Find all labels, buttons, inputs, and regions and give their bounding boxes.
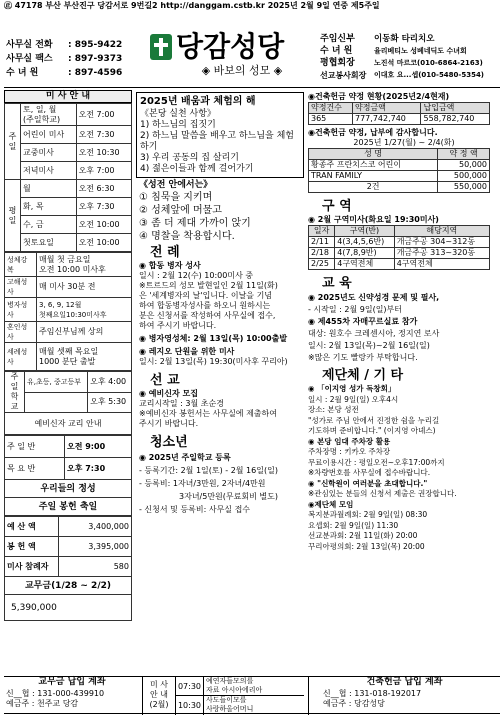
youth-line: ◉ 2025년 주일학교 등록 xyxy=(139,453,231,462)
devotion-item: ① 침묵을 지키며 xyxy=(139,192,213,203)
district-header: 일자 xyxy=(309,226,335,237)
district-title: 구 역 xyxy=(322,199,352,214)
page-title: 당감성당 xyxy=(176,30,285,63)
school-table xyxy=(4,371,132,413)
mission-line: 교리시작일 : 3월 초순경 xyxy=(139,399,224,408)
table-row xyxy=(5,322,132,343)
mass-name: 어린이 미사 xyxy=(21,126,77,144)
thanks-header: 성 명 xyxy=(309,149,438,160)
contact-value: : 897-9373 xyxy=(68,54,123,64)
center-column xyxy=(136,92,304,672)
mass-info-column xyxy=(4,90,132,672)
district-cell: 4구역전체 xyxy=(394,259,489,270)
district-cell: 2/25 xyxy=(309,259,335,270)
table-row xyxy=(5,537,132,557)
fund-table xyxy=(308,102,490,125)
table-row xyxy=(5,126,132,144)
table-row xyxy=(5,372,132,393)
liturgy-line: 하여 합동병자성사를 하오니 원하시는 xyxy=(139,301,271,310)
table-row xyxy=(5,517,132,537)
district-cell: 2/11 xyxy=(309,237,335,248)
fund-value: 777,742,740 xyxy=(353,114,421,125)
table-row xyxy=(5,557,132,577)
table-row xyxy=(5,180,132,198)
mass-guide-table xyxy=(176,677,304,715)
groups-line: "성가로 주님 안에서 진정한 쉼을 누리길 xyxy=(308,415,440,425)
youth-content xyxy=(136,451,304,516)
contact-row xyxy=(6,54,146,68)
table-row xyxy=(309,237,490,248)
mass-time: 오전 10:00 xyxy=(76,216,131,234)
district-cell: 2/18 xyxy=(309,248,335,259)
table-row xyxy=(309,103,490,114)
collection-name: 미사 참례자 xyxy=(5,557,59,577)
youth-line: - 등록기간: 2월 1일(토) - 2월 16일(일) xyxy=(139,466,278,475)
practice-item: 2) 하느님 말씀을 배우고 하느님을 체험하기 xyxy=(140,131,294,152)
groups-line: 선교분과회: 2월 11일(화) 20:00 xyxy=(308,531,418,540)
district-header: 해당지역 xyxy=(394,226,489,237)
mass-name: 토, 일, 월 (주일학교) xyxy=(21,104,77,126)
practice-item: 1) 하느님의 집짓기 xyxy=(140,120,216,130)
mass-name: 교중미사 xyxy=(21,144,77,162)
collection-header: 우리들의 정성 xyxy=(4,480,132,498)
table-row xyxy=(5,436,132,458)
groups-line: ◉ "신학원이 여러분을 초대합니다." xyxy=(308,478,428,488)
groups-line: 복지분과월례회: 2월 9일(일) 08:30 xyxy=(308,510,428,519)
district-cell: 4구역전체 xyxy=(335,259,394,270)
table-row xyxy=(309,182,490,193)
table-row xyxy=(176,677,304,696)
fund-header: 약정건수 xyxy=(309,103,353,114)
header-bar: ㊣ 47178 부산 부산진구 당감서로 9번길2 http://danggam.cstb.kr 2025년 2월 9일 연중 제5주일 xyxy=(4,1,500,12)
devotion-item: ② 성체앞에 머물고 xyxy=(139,205,222,216)
groups-line: 요셉회: 2월 9일(일) 11:30 xyxy=(308,520,399,530)
school-label: 주일학교 xyxy=(5,372,25,413)
mission-line: ※예비신자 봉헌서는 사무실에 제출하여 xyxy=(139,409,277,418)
sacrament-time: 매월 셋째 목요일 1000 분단 출발 xyxy=(37,343,132,371)
liturgy-line: 은 '세계병자의 날'입니다. 이날을 기념 xyxy=(139,291,273,300)
district-table xyxy=(308,225,490,270)
liturgy-line: ◉ 합동 병자 성사 xyxy=(139,261,201,270)
groups-line: ◉ 본당 임대 주차장 활용 xyxy=(308,436,391,446)
contact-label: 사무실 전화 xyxy=(6,40,53,50)
mass-name: 첫토요일 xyxy=(21,234,77,252)
table-row xyxy=(309,171,490,182)
education-line: 대상: 원호수 크레센시아, 정지연 로사 xyxy=(308,329,440,338)
contact-list xyxy=(6,40,146,82)
staff-name: 이동화 타리치오 xyxy=(374,34,435,44)
collection-value: 580 xyxy=(59,557,132,577)
sacrament-time: 매 미사 30분 전 xyxy=(37,277,132,298)
liturgy-line: 하여 주시기 바랍니다. xyxy=(139,321,217,330)
staff-role: 수 녀 원 xyxy=(320,46,353,56)
groups-title: 제단체 / 기 타 xyxy=(322,368,404,383)
table-row xyxy=(309,226,490,237)
collection-name: 봉 헌 액 xyxy=(5,537,59,557)
mass-name: 수, 금 xyxy=(21,216,77,234)
fund-value: 558,782,740 xyxy=(421,114,490,125)
catechumen-table xyxy=(4,435,132,480)
mass-time: 오전 7:30 xyxy=(76,126,131,144)
education-line: ◉ 제455차 자매꾸르실료 참가 xyxy=(308,317,418,326)
mass-guide-text: 사도들이모를 사랑하올어머니 xyxy=(206,696,254,713)
school-time: 오후 4:00 xyxy=(88,372,132,393)
groups-line: ※관심있는 분들의 신청서 제출은 권장합니다. xyxy=(308,489,457,498)
staff-names xyxy=(374,34,500,82)
groups-line: 무료이용시간 : 평일오전~오후17:00까지 xyxy=(308,457,445,467)
staff-name: 이대호 요...셉(010-5480-5354) xyxy=(374,71,485,79)
youth-title: 청소년 xyxy=(150,435,188,450)
contact-row xyxy=(6,68,146,82)
table-row xyxy=(309,114,490,125)
table-row xyxy=(176,696,304,715)
page-subtitle: ◈ 바보의 성모 ◈ xyxy=(201,64,283,77)
education-line: ◉ 2025년도 신약성경 문제 및 필사, xyxy=(308,293,440,302)
collection-name: 예 산 액 xyxy=(5,517,59,537)
building-account-holder: 예금주 : 당감성당 xyxy=(323,699,385,708)
sacrament-name: 혼인성사 xyxy=(5,322,37,343)
tithe-account-title: 교무금 납입 계좌 xyxy=(38,677,106,687)
liturgy-line: ◉ 레지오 단원을 위한 미사 xyxy=(139,347,235,356)
school-name: 유,초등, 중고등부 xyxy=(25,372,88,393)
table-row xyxy=(5,104,132,126)
district-header: 구역(반) xyxy=(335,226,394,237)
mass-name: 화, 목 xyxy=(21,198,77,216)
district-cell: 개금주공 304~312동 xyxy=(394,237,489,248)
district-cell: 개금주공 313~320동 xyxy=(394,248,489,259)
thanks-value: 500,000 xyxy=(438,171,490,182)
mission-content xyxy=(136,389,304,429)
mass-guide-text: 예연자들모의를 자료 아시아에리아 xyxy=(206,677,263,694)
groups-content xyxy=(308,384,500,552)
collection-sub: 주일 봉헌 축일 xyxy=(4,498,132,516)
mission-line: ◉ 예비신자 모집 xyxy=(139,389,198,398)
catechumen-header: 예비신자 교리 안내 xyxy=(4,413,132,435)
footer xyxy=(4,676,500,714)
thanks-title: ◉건축헌금 약정, 납부에 감사합니다. xyxy=(308,128,438,137)
weekday-label: 평일 xyxy=(5,180,21,252)
table-row xyxy=(309,248,490,259)
table-row xyxy=(5,198,132,216)
youth-line: - 등록비: 1자녀/3만원, 2자녀/4만원 xyxy=(139,479,266,488)
building-fund-account xyxy=(308,677,500,715)
groups-line: ※차량번호를 사무실에 접수바랍니다. xyxy=(308,468,431,477)
staff-name: 노진석 마르코(010-6864-2163) xyxy=(374,59,483,67)
table-row xyxy=(5,162,132,180)
masthead xyxy=(4,12,500,88)
sacrament-time: 주임신부님께 상의 xyxy=(37,322,132,343)
contact-label: 사무실 팩스 xyxy=(6,54,53,64)
district-cell: 4(7,8,9반) xyxy=(335,248,394,259)
thanks-table xyxy=(308,148,490,193)
practice-item: 3) 우리 공동의 집 살리기 xyxy=(140,153,239,163)
thanks-period: 2025년 1/27(월) ~ 2/4(화) xyxy=(353,138,455,147)
tithe-account-number: 신__협 : 131-000-439910 xyxy=(6,689,105,698)
staff-role: 주임신부 xyxy=(320,34,355,44)
mass-time: 오전 10:30 xyxy=(76,144,131,162)
thanks-value: 50,000 xyxy=(438,160,490,171)
church-logo xyxy=(150,34,172,60)
catechumen-time: 오후 7:30 xyxy=(65,458,132,480)
devotion-item: ③ 좀 더 제대 가까이 앉기 xyxy=(139,218,251,229)
practice-item: 4) 젊은이들과 함께 걸어가기 xyxy=(140,164,254,174)
liturgy-line: 분은 신청서를 작성하여 사무실에 접수, xyxy=(139,311,276,320)
sunday-label: 주일 xyxy=(5,104,21,180)
year-title: 2025년 배움과 체험의 해 xyxy=(140,96,256,107)
tithe-account-holder: 예금주 : 천주교 당감 xyxy=(6,699,79,708)
groups-line: 일시 : 2월 9일(일) 오후4시 xyxy=(308,394,399,404)
school-time: 오후 5:30 xyxy=(88,392,132,413)
building-account-title: 건축헌금 납입 계좌 xyxy=(366,677,443,687)
thanks-name: 황종주 프란치스코 어린이 xyxy=(309,160,438,171)
sacrament-name: 세례성사 xyxy=(5,343,37,371)
groups-line: 장소: 본당 성전 xyxy=(308,405,359,414)
fund-value: 365 xyxy=(309,114,353,125)
mass-guide-time: 07:30 xyxy=(176,677,204,695)
period-value: 5,390,000 xyxy=(4,595,132,621)
liturgy-line: 일시: 2월 13일(목) 19:30(미사후 꾸리아) xyxy=(139,357,288,366)
groups-line: 주차장명 : 키카오 주차장 xyxy=(308,447,391,456)
catechumen-time: 오전 9:00 xyxy=(65,436,132,458)
right-column xyxy=(308,92,500,674)
mass-time: 오후 7:00 xyxy=(76,162,131,180)
practice-title: 《본당 실천 사항》 xyxy=(140,109,216,119)
education-line: ※많은 기도 빨랑카 부탁합니다. xyxy=(308,353,418,362)
sacrament-time: 3, 6, 9, 12월 첫째요일10:30미사후 xyxy=(37,298,132,322)
sacrament-name: 고해성사 xyxy=(5,277,37,298)
mass-time: 오전 10:00 xyxy=(76,234,131,252)
table-row xyxy=(5,458,132,480)
contact-row xyxy=(6,40,146,54)
education-content xyxy=(308,292,500,364)
staff-roles xyxy=(320,34,376,82)
sacrament-name: 성체강복 xyxy=(5,253,37,277)
district-sub: ◉ 2월 구역미사(화요일 19:30미사) xyxy=(308,215,439,224)
mass-header: 미 사 안 내 xyxy=(4,90,132,103)
table-row xyxy=(309,149,490,160)
staff-name: 율리베티노 성베네딕도 수녀회 xyxy=(374,47,467,55)
devotion-box xyxy=(136,178,304,245)
mass-guide-time: 10:30 xyxy=(176,696,204,715)
sacrament-table xyxy=(4,252,132,371)
liturgy-line: 일시 : 2월 12(수) 10:00미사 중 xyxy=(139,271,254,280)
sacrament-time: 매월 첫 금요일 오전 10:00 미사후 xyxy=(37,253,132,277)
table-row xyxy=(309,160,490,171)
thanks-name: 2건 xyxy=(309,182,438,193)
mission-title: 선 교 xyxy=(150,373,180,388)
contact-value: : 897-4596 xyxy=(68,68,123,78)
district-cell: 4(3,4,5,6반) xyxy=(335,237,394,248)
groups-line: 꾸리아평의회: 2월 13일(목) 20:00 xyxy=(308,541,425,551)
table-row xyxy=(309,259,490,270)
education-line: 일시: 2월 13일(목)~2월 16일(일) xyxy=(308,341,430,350)
liturgy-title: 전 례 xyxy=(150,245,180,260)
table-row xyxy=(5,144,132,162)
fund-header: 약정금액 xyxy=(353,103,421,114)
collection-value: 3,395,000 xyxy=(59,537,132,557)
mass-time: 오후 7:30 xyxy=(76,198,131,216)
tithe-account xyxy=(4,677,140,715)
catechumen-name: 목 요 반 xyxy=(5,458,65,480)
table-row xyxy=(5,234,132,252)
table-row xyxy=(5,298,132,322)
thanks-value: 550,000 xyxy=(438,182,490,193)
youth-line: 3자녀/5만원(무료회비 별도) xyxy=(179,492,278,501)
devotion-item: ④ 명찰을 착용합시다. xyxy=(139,231,235,242)
year-box xyxy=(136,92,304,178)
groups-line: ◉ 「이지영 성가 독창회」 xyxy=(308,384,396,393)
mass-name: 저녁미사 xyxy=(21,162,77,180)
thanks-header: 약 정 액 xyxy=(438,149,490,160)
collection-table xyxy=(4,516,132,577)
youth-line: - 신청서 및 등록비: 사무실 접수 xyxy=(139,505,251,514)
mass-name: 월 xyxy=(21,180,77,198)
catechumen-name: 주 일 반 xyxy=(5,436,65,458)
fund-header: 납입금액 xyxy=(421,103,490,114)
fund-title: ◉건축헌금 약정 현황(2025년2/4현재) xyxy=(308,92,450,101)
education-title: 교 육 xyxy=(322,276,352,291)
liturgy-content xyxy=(136,261,304,367)
collection-value: 3,400,000 xyxy=(59,517,132,537)
contact-value: : 895-9422 xyxy=(68,40,123,50)
period-label: 교무금(1/28 ~ 2/2) xyxy=(4,577,132,595)
devotion-title: 《성전 안에서는》 xyxy=(139,180,213,190)
groups-line: ◉제단체 모임 xyxy=(308,499,354,509)
liturgy-line: ◉ 병자영성체: 2월 13일(목) 10:00출발 xyxy=(139,334,288,343)
liturgy-line: ※트르드의 성모 발현일인 2월 11일(화) xyxy=(139,281,278,290)
contact-label: 수 녀 원 xyxy=(6,68,39,78)
thanks-name: TRAN FAMILY xyxy=(309,171,438,182)
table-row xyxy=(5,216,132,234)
mass-time: 오전 7:00 xyxy=(76,104,131,126)
mass-guide-label: 미 사 안 내 (2월) xyxy=(142,677,176,715)
mass-table xyxy=(4,103,132,252)
mass-time: 오전 6:30 xyxy=(76,180,131,198)
groups-line: 기도하며 준비합니다." (이지영 아녜스) xyxy=(308,426,436,435)
building-account-number: 신__협 : 131-018-192017 xyxy=(323,689,422,698)
education-line: - 시작일 : 2월 9일(일)부터 xyxy=(308,305,402,314)
school-name xyxy=(25,392,88,413)
staff-role: 선교봉사회장 xyxy=(320,71,367,80)
sacrament-name: 병자성사 xyxy=(5,298,37,322)
mission-line: 주시기 바랍니다. xyxy=(139,419,199,428)
staff-role: 평협회장 xyxy=(320,58,355,68)
table-row xyxy=(5,277,132,298)
table-row xyxy=(5,253,132,277)
table-row xyxy=(5,392,132,413)
table-row xyxy=(5,343,132,371)
